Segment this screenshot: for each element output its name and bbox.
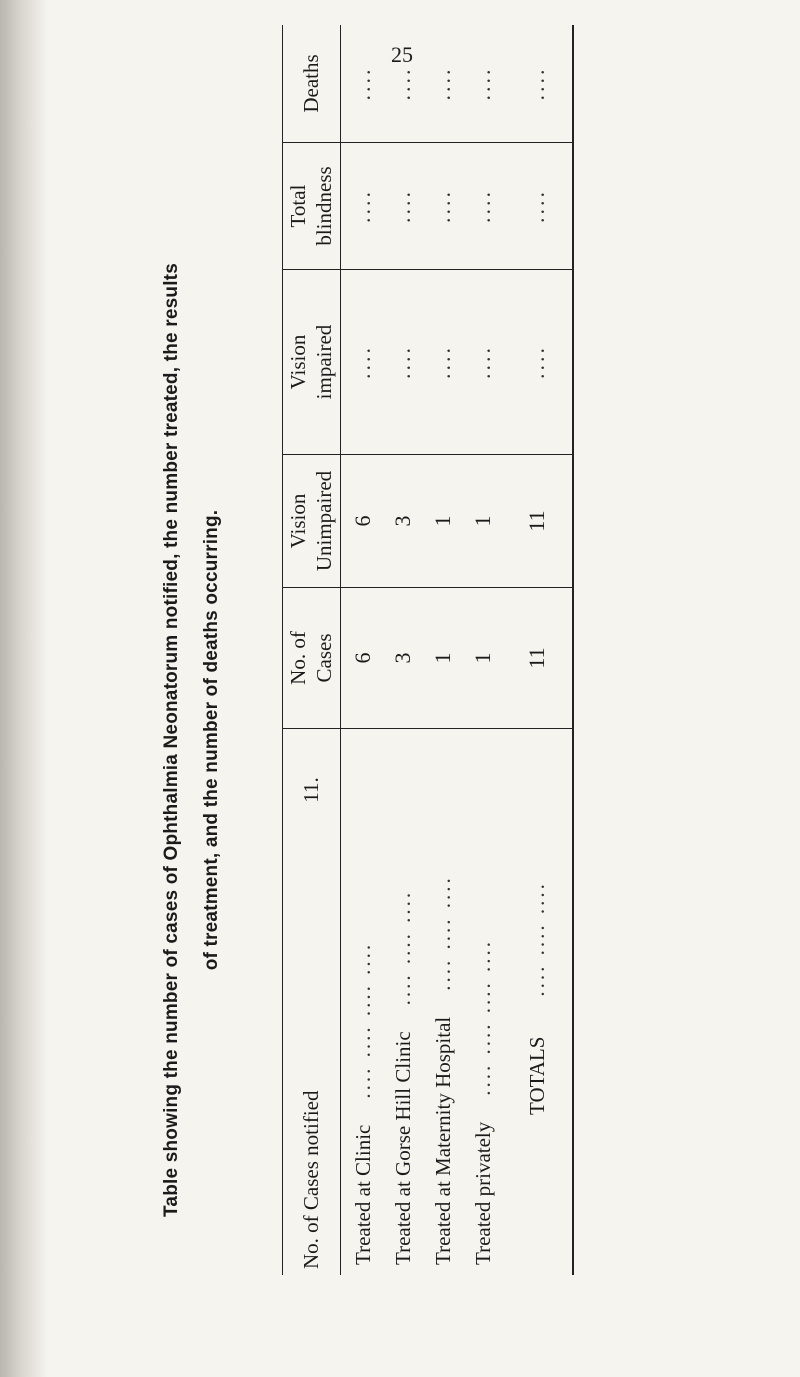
page-number: 25 (391, 42, 413, 67)
row-label: Treated at Gorse Hill Clinic (391, 1031, 415, 1265)
table-rule-header (340, 25, 341, 1275)
row-label: Treated at Maternity Hospital (431, 1016, 455, 1265)
cell-deaths: .... (430, 66, 455, 101)
header-row-label (282, 869, 340, 1275)
header-first-col: No. of Cases notified (299, 1090, 323, 1269)
row-leader: .... .... .... .... (351, 941, 375, 1099)
table-rule-bottom (572, 25, 574, 1275)
cell-deaths: .... (470, 66, 495, 101)
cell-total-blindness: .... (350, 189, 375, 223)
cell-vision-unimpaired: 11 (524, 510, 549, 532)
rotated-table-region (152, 25, 652, 1275)
cell-vision-unimpaired: 1 (470, 515, 495, 527)
cell-vision-unimpaired: 6 (350, 515, 375, 527)
cell-vision-impaired: .... (524, 345, 549, 379)
cell-vision-unimpaired: 3 (390, 515, 415, 527)
header-deaths: Deaths (299, 54, 323, 113)
row-leader: .... .... .... .... (471, 938, 495, 1096)
cell-no-of-cases: 3 (390, 652, 415, 664)
header-vision-unimpaired: Vision Unimpaired (286, 470, 336, 572)
cell-deaths: .... (350, 66, 375, 101)
cell-vision-impaired: .... (470, 345, 495, 379)
cell-total-blindness: .... (524, 189, 549, 223)
page-edge-shadow (0, 0, 48, 1377)
cell-total-blindness: .... (430, 189, 455, 223)
header-section-number: 11. (299, 777, 323, 803)
cell-vision-impaired: .... (350, 345, 375, 379)
caption-line-1: Table showing the number of cases of Ophthalmia Neonatorum notified, the number treated, the results (161, 263, 182, 1217)
cell-total-blindness: .... (470, 189, 495, 223)
header-vision-impaired: Vision impaired (286, 324, 336, 400)
row-label: Treated at Clinic (351, 1124, 375, 1265)
row-label: Treated privately (471, 1121, 495, 1265)
row-leader: .... .... .... (391, 889, 415, 1006)
caption-line-2: of treatment, and the number of deaths occurring. (201, 509, 222, 971)
cell-deaths: .... (524, 66, 549, 101)
header-no-of-cases: No. of Cases (286, 631, 336, 685)
row-leader: .... .... .... (431, 875, 455, 991)
table-caption (152, 205, 232, 1275)
cell-vision-impaired: .... (430, 345, 455, 379)
ophthalmia-table (282, 25, 587, 1275)
row-leader: .... .... .... (525, 881, 549, 997)
cell-no-of-cases: 1 (430, 652, 455, 664)
row-label: TOTALS (525, 1036, 549, 1115)
cell-no-of-cases: 1 (470, 652, 495, 664)
cell-no-of-cases: 11 (524, 647, 549, 669)
cell-total-blindness: .... (390, 189, 415, 223)
cell-vision-unimpaired: 1 (430, 515, 455, 527)
header-total-blindness: Total blindness (286, 166, 336, 246)
cell-deaths: .... (390, 66, 415, 101)
col-rule-1 (282, 728, 574, 729)
cell-vision-impaired: .... (390, 345, 415, 379)
cell-no-of-cases: 6 (350, 652, 375, 664)
